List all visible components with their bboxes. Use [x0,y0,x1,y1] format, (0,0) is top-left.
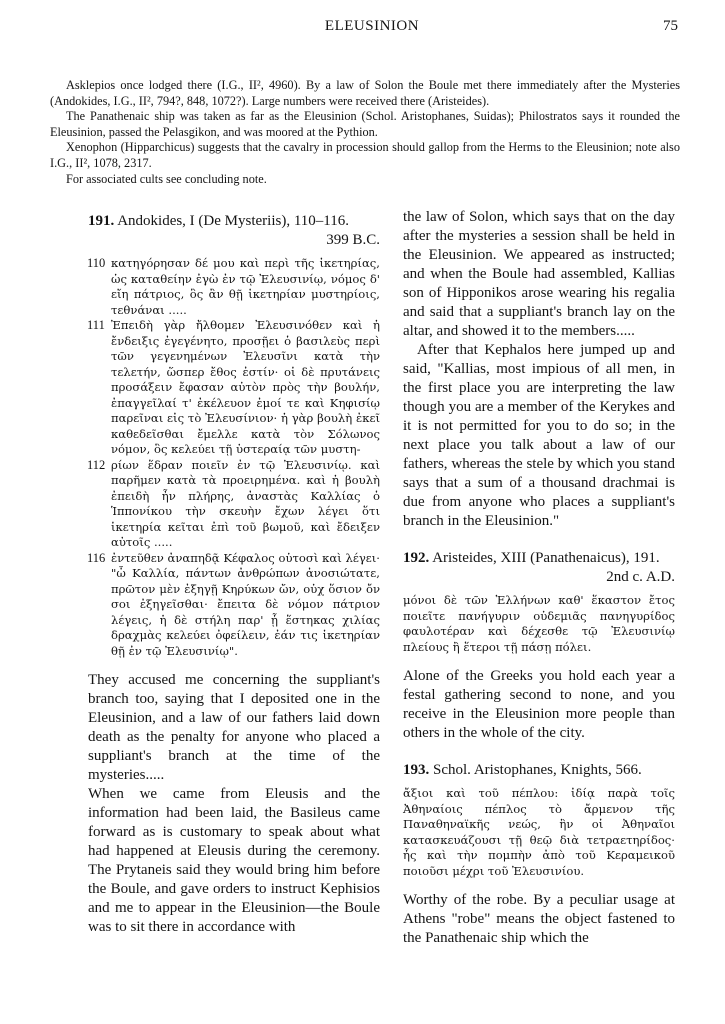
section-number: 110 [87,256,106,270]
greek-text [88,256,380,659]
translation-paragraph: They accused me concerning the suppliant's branch too, saying that I deposited one in the Eleusinion, and a law of our fathers laid down death as the penalty for anyone who placed a suppliant's branch at the time of the mysteries..... [88,672,380,783]
translation-paragraph: Worthy of the robe. By a peculiar usage at Athens "robe" means the object fastened to the Panathenaic ship which the [403,892,675,946]
entry-source: Andokides, I (De Mysteriis), 110–116. [117,213,349,229]
greek-section-text: Ἐπειδὴ γὰρ ἤλθομεν Ἐλευσινόθεν καὶ ἡ ἔνδειξις ἐγεγένητο, προσῇει ὁ βασιλεὺς περὶ τῶν γεγενημένων Ἐλευσῖνι κατὰ τὴν τελετήν, ὥσπερ ἔθος ἐστίν· οἱ δὲ πρυτάνεις προσάξειν ἔφασαν αὐτὸν πρὸς τὴν βουλήν, ἐπαγγεῖλαί τ' ἐκέλευον ἐμοί τε καὶ Κηφισίῳ παρεῖναι εἰς τὸ Ἐλευσίνιον· ἡ γὰρ βουλὴ ἐκεῖ καθεδεῖσθαι ἔμελλε κατὰ τὸν Σόλωνος νόμον, ὃς κελεύει τῇ ὑστεραίᾳ τῶν μυστη- [111,318,380,456]
greek-section [88,551,380,660]
translation-paragraph: When we came from Eleusis and the information had been laid, the Basileus came forward as is customary to speak about what had happened at Eleusis during the ceremony. The Prytaneis said they would bring him before the Boule, and gave orders to instruct Kephisios and me to appear in the Eleusinion—the Boule was to sit there in accordance with [88,786,380,935]
entry-source: Schol. Aristophanes, Knights, 566. [433,762,642,778]
section-number: 116 [87,550,106,565]
translation-paragraph: the law of Solon, which says that on the day after the mysteries a session shall be held in the Eleusinion. We appeared as instructed; and when the Boule had assembled, Kallias son of Hipponikos arose wearing his regalia and said that a suppliant's branch lay on the altar, and showed it to the members..... [403,209,675,339]
intro-paragraph: Xenophon (Hipparchicus) suggests that the cavalry in procession should gallop from the Herms to the Eleusinion; note also I.G., II², 1078, 2317. [50,140,680,170]
greek-text [403,593,675,655]
intro-paragraph: The Panathenaic ship was taken as far as the Eleusinion (Schol. Aristophanes, Suidas); Philostratos says it rounded the Eleusinion, passed the Pelasgikon, and was moored at the Pythion. [50,109,680,139]
entry-date: 2nd c. A.D. [606,569,675,585]
translation-paragraph: After that Kephalos here jumped up and said, "Kallias, most impious of all men, in the first place you are interpreting the law though you are a member of the Kerykes and it is not permitted for you to do so; in the next place you talk about a law of our fathers, whereas the stele by which you stand says that a sum of a thousand drachmai is due from anyone who places a suppliant's branch in the Eleusinion." [403,342,675,529]
left-column [88,212,380,937]
greek-section-text: ρίων ἕδραν ποιεῖν ἐν τῷ Ἐλευσινίῳ. καὶ παρῆμεν κατὰ τὰ προειρημένα. καὶ ἡ βουλὴ ἐπειδὴ ἦν πλήρης, ἀναστὰς Καλλίας ὁ Ἱππονίκου τὴν σκευὴν ἔχων λέγει ὅτι ἱκετηρία κεῖται ἐπὶ τοῦ βωμοῦ, καὶ ἔδειξεν αὐτοῖς ..... [111,457,380,549]
running-head [66,18,678,40]
greek-passage: μόνοι δὲ τῶν Ἑλλήνων καθ' ἕκαστον ἔτος ποιεῖτε πανήγυριν οὐδεμιᾶς πανηγυρίδος φαυλοτέραν καὶ δέχεσθε τῷ Ἐλευσινίῳ πλείους ἢ ἕτεροι τῇ πάσῃ πόλει. [403,593,675,654]
entry-date: 399 B.C. [326,232,380,248]
entry-193-heading [403,761,675,780]
entry-191-heading [88,212,380,231]
running-title: ELEUSINION [324,18,420,34]
greek-section-text: ἐντεῦθεν ἀναπηδᾷ Κέφαλος οὑτοσὶ καὶ λέγει· "ὦ Καλλία, πάντων ἀνθρώπων ἀνοσιώτατε, πρῶτον μὲν ἐξηγῇ Κηρύκων ὤν, οὐχ ὅσιον ὄν σοι ἐξηγεῖσθαι· ἔπειτα δὲ νόμον πάτριον λέγεις, ἡ δὲ στήλη παρ' ᾗ ἕστηκας χιλίας δραχμὰς κελεύει ὀφείλειν, ἐάν τις ἱκετηρίαν θῇ ἐν τῷ Ἐλευσινίῳ". [111,550,380,658]
page-number: 75 [663,18,678,34]
greek-text [403,786,675,879]
greek-section-text: κατηγόρησαν δέ μου καὶ περὶ τῆς ἱκετηρίας, ὡς καταθείην ἐγὼ ἐν τῷ Ἐλευσινίῳ, νόμος δ' εἴη πάτριος, ὃς ἂν θῇ ἱκετηρίαν μυστηρίοις, τεθνάναι ..... [111,256,380,317]
english-translation [403,667,675,743]
translation-paragraph: Alone of the Greeks you hold each year a festal gathering second to none, and you receive in the Eleusinion more people than others in the whole of the city. [403,668,675,741]
english-translation-continued [403,208,675,531]
greek-section [88,318,380,458]
english-translation [403,891,675,948]
greek-section [88,458,380,551]
section-number: 111 [87,318,105,332]
english-translation [88,671,380,937]
intro-paragraph: Asklepios once lodged there (I.G., II², 4960). By a law of Solon the Boule met there immediately after the Mysteries (Andokides, I.G., II², 794?, 848, 1072?). Large numbers were received there (Aristeides). [50,78,680,108]
intro-notes [50,78,680,187]
entry-192-heading [403,549,675,568]
greek-passage: ἄξιοι καὶ τοῦ πέπλου: ἰδίᾳ παρὰ τοῖς Ἀθηναίοις πέπλος τὸ ἄρμενον τῆς Παναθηναϊκῆς νεώς, ἣν οἱ Ἀθηναῖοι κατασκευάζουσι τῇ θεῷ διὰ τετραετηρίδος· ἧς καὶ τὴν πομπὴν ἀπὸ τοῦ Κεραμεικοῦ ποιοῦσι μέχρι τοῦ Ἐλευσινίου. [403,786,675,878]
section-number: 112 [87,457,106,472]
entry-source: Aristeides, XIII (Panathenaicus), 191. [432,550,660,566]
entry-number: 191. [88,213,115,229]
right-column [403,208,675,948]
greek-section [88,256,380,318]
entry-number: 192. [403,550,430,566]
entry-number: 193. [403,762,430,778]
intro-paragraph: For associated cults see concluding note. [66,171,267,186]
